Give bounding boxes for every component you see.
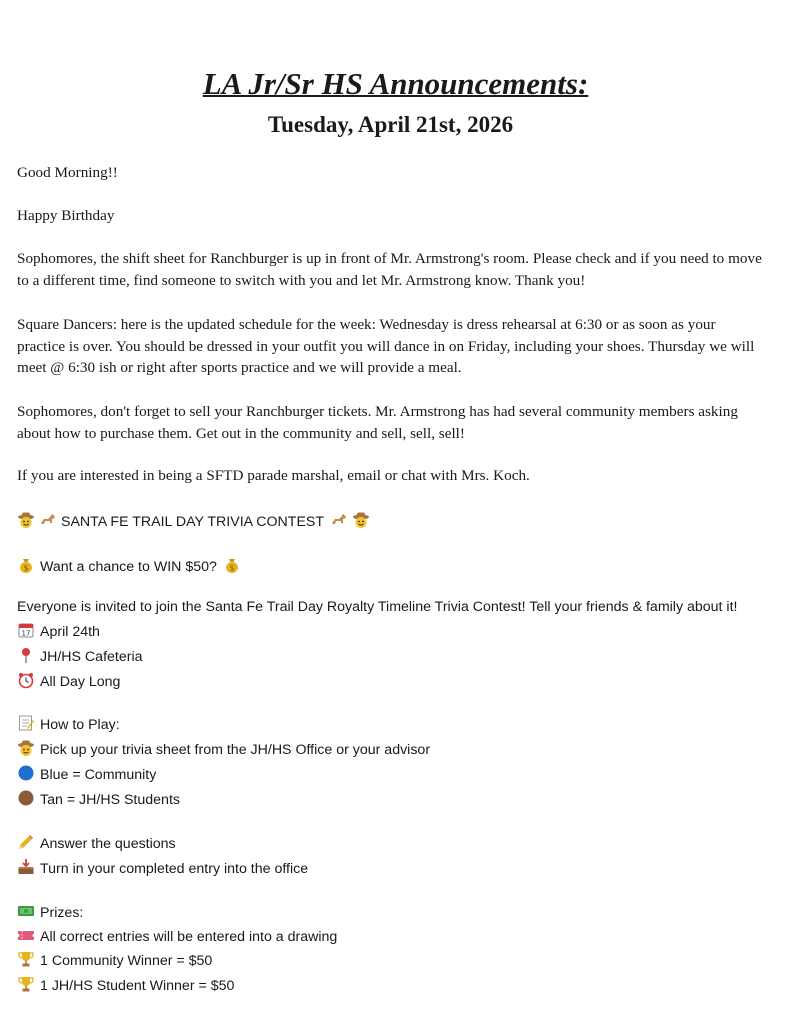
detail-time [17, 671, 120, 692]
blue-circle-icon [17, 764, 35, 782]
how-to-play-heading-text: How to Play: [40, 717, 120, 733]
step-pickup-text: Pick up your trivia sheet from the JH/HS Office or your advisor [40, 742, 431, 758]
cowboy-icon [17, 511, 35, 529]
ticket-icon [17, 926, 35, 944]
step-turn-in-text: Turn in your completed entry into the office [40, 861, 309, 877]
page-date: Tuesday, April 21st, 2026 [267, 112, 514, 137]
ranchburger-shift-announcement: Sophomores, the shift sheet for Ranchburger is up in front of Mr. Armstrong's room. Please check and if you need to move to a different time, find someone to switch with you and let Mr. Armstrong know. Thank you! [17, 250, 762, 289]
page-title: LA Jr/Sr HS Announcements: [202, 66, 589, 101]
svg-text:$: $ [229, 563, 235, 573]
step-blue-text: Blue = Community [40, 767, 157, 783]
svg-text:$: $ [23, 563, 29, 573]
greeting: Good Morning!! [17, 164, 118, 181]
horse-icon [39, 511, 57, 529]
inbox-tray-icon [17, 858, 35, 876]
ranchburger-tickets-announcement: Sophomores, don't forget to sell your Ranchburger tickets. Mr. Armstrong has had several community members asking about how to purchase them. Get out in the community and sell, sell, sell! [17, 403, 738, 442]
alarm-clock-icon [17, 671, 35, 689]
cowboy-icon [352, 511, 370, 529]
win-line-text: Want a chance to WIN $50? [40, 559, 217, 575]
step-answer [17, 833, 176, 854]
step-turn-in [17, 858, 308, 879]
svg-text:17: 17 [21, 629, 31, 638]
how-to-play-heading [17, 714, 120, 735]
detail-date [17, 621, 100, 642]
contest-invite: Everyone is invited to join the Santa Fe Trail Day Royalty Timeline Trivia Contest! Tell your friends & family about it! [17, 599, 738, 615]
money-bag-icon [17, 556, 35, 574]
prize-drawing-text: All correct entries will be entered into a drawing [40, 929, 338, 945]
memo-icon [17, 714, 35, 732]
detail-time-text: All Day Long [40, 674, 121, 690]
birthday-line: Happy Birthday [17, 207, 115, 224]
step-answer-text: Answer the questions [40, 836, 176, 852]
prize-drawing [17, 926, 337, 947]
detail-date-text: April 24th [40, 624, 100, 640]
detail-location [17, 646, 143, 667]
horse-icon [330, 511, 348, 529]
money-bag-icon [223, 556, 241, 574]
calendar-icon [17, 621, 35, 639]
parade-marshal-announcement: If you are interested in being a SFTD parade marshal, email or chat with Mrs. Koch. [17, 467, 530, 484]
prize-student-text: 1 JH/HS Student Winner = $50 [40, 978, 235, 994]
step-blue [17, 764, 156, 785]
money-icon [17, 902, 35, 920]
brown-circle-icon [17, 789, 35, 807]
prize-community-text: 1 Community Winner = $50 [40, 953, 213, 969]
prizes-heading [17, 902, 83, 923]
contest-heading-text: SANTA FE TRAIL DAY TRIVIA CONTEST [61, 514, 325, 530]
win-line [17, 556, 246, 577]
trophy-icon [17, 975, 35, 993]
trophy-icon [17, 950, 35, 968]
square-dancers-announcement: Square Dancers: here is the updated schedule for the week: Wednesday is dress rehearsal at 6:30 or as soon as your practice is over. You should be dressed in your outfit you will dance in on Friday, including your shoes. Thursday we will meet @ 6:30 ish or right after sports practice and we will provide a meal. [17, 316, 755, 376]
pencil-icon [17, 833, 35, 851]
step-tan [17, 789, 180, 810]
prize-community [17, 950, 212, 971]
prize-student [17, 975, 234, 996]
step-tan-text: Tan = JH/HS Students [40, 792, 180, 808]
step-pickup [17, 739, 430, 760]
prizes-heading-text: Prizes: [40, 905, 84, 921]
pin-icon [17, 646, 35, 664]
detail-location-text: JH/HS Cafeteria [40, 649, 143, 665]
contest-heading [17, 511, 374, 532]
cowboy-icon [17, 739, 35, 757]
